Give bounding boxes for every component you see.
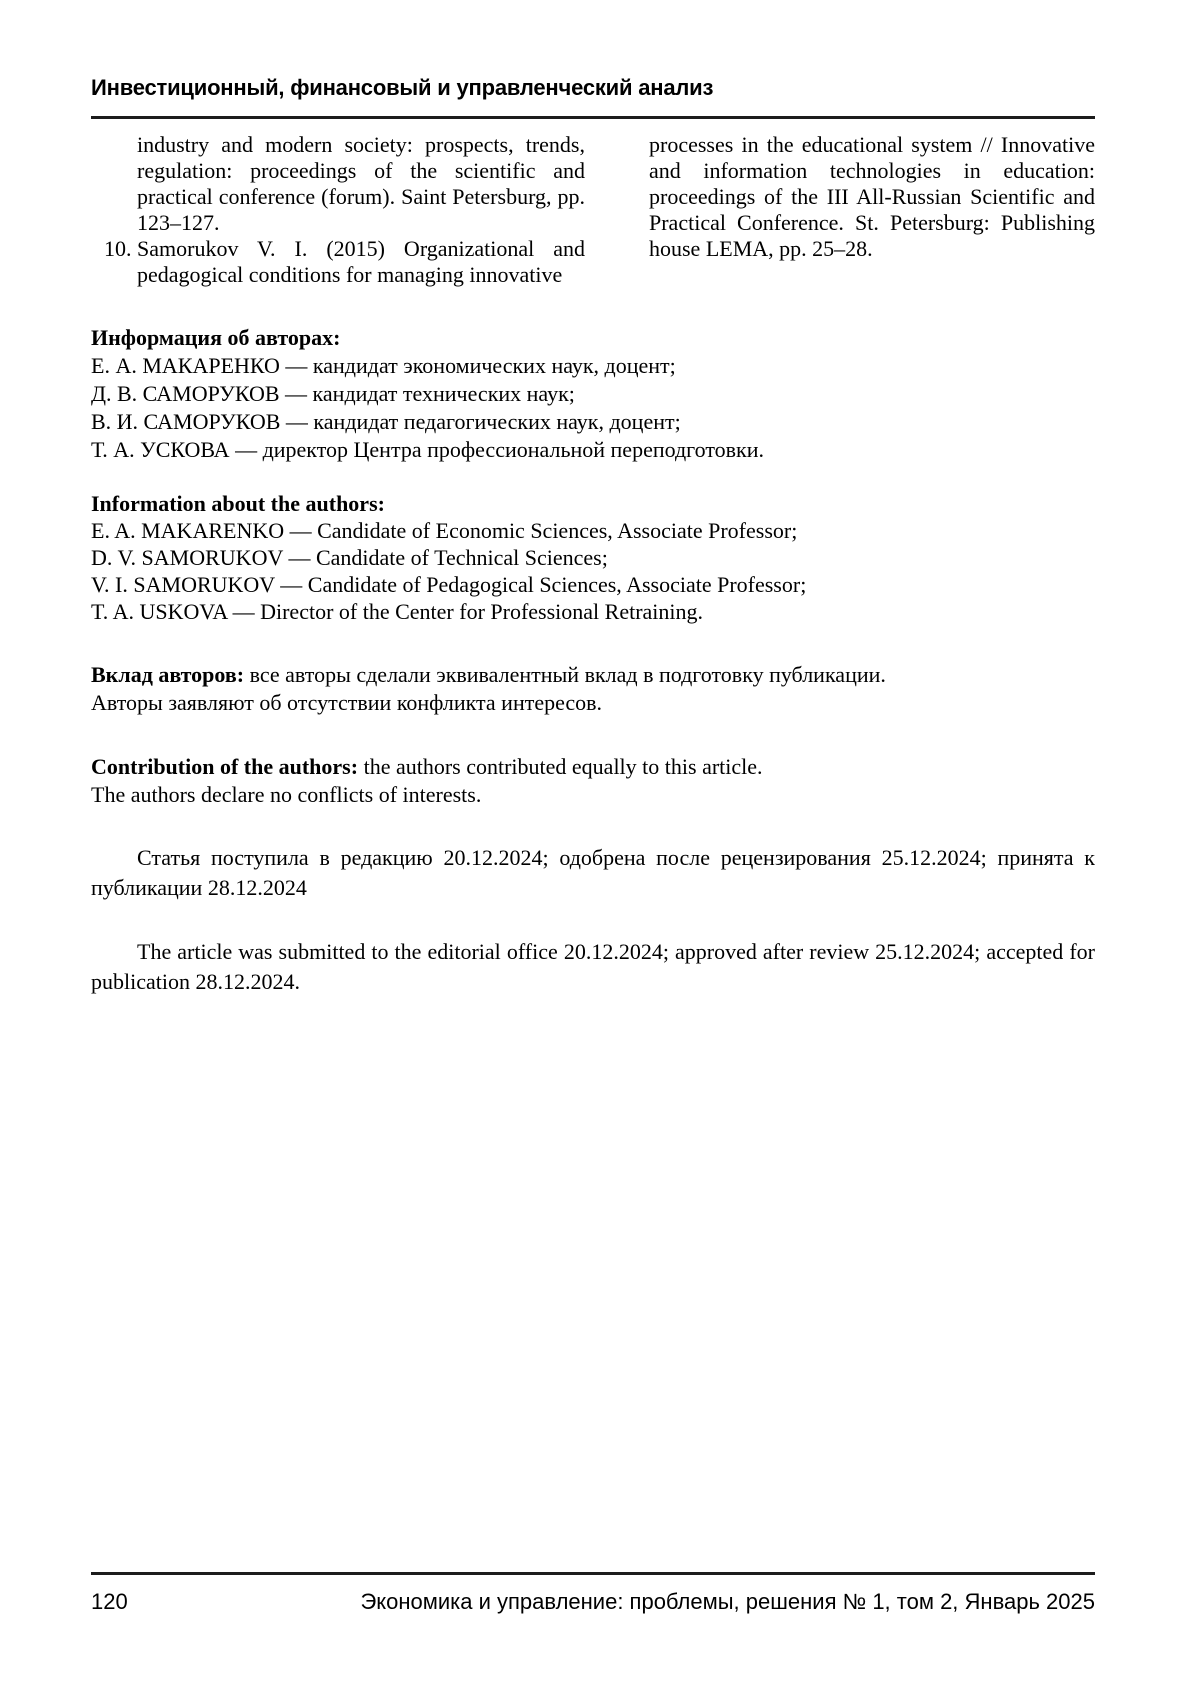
contribution-ru-label: Вклад авторов: [91,662,245,688]
authors-info-en-heading: Information about the authors: [91,491,385,517]
contribution-ru-section [91,661,1095,717]
author-line: T. A. USKOVA — Director of the Center for Professional Retraining. [91,599,704,625]
contribution-en-line2: The authors declare no conflicts of interests. [91,782,482,808]
page-content [91,76,1095,997]
reference-number: 10. [104,236,132,262]
references-right-column [603,132,1095,288]
author-line: Д. В. САМОРУКОВ — кандидат технических наук; [91,381,575,407]
authors-info-ru-section [91,324,1095,464]
submission-dates-ru [91,843,1095,903]
contribution-ru-text: все авторы сделали эквивалентный вклад в подготовку публикации. [249,662,886,688]
reference-item-10 [91,236,585,288]
journal-issue-info: Экономика и управление: проблемы, решения № 1, том 2, Январь 2025 [360,1589,1095,1614]
footer-row [91,1575,1095,1615]
reference-continuation-left: industry and modern society: prospects, trends, regulation: proceedings of the scientific and practical conference (forum). Saint Petersburg, pp. 123–127. [137,132,585,236]
contribution-ru-line2: Авторы заявляют об отсутствии конфликта интересов. [91,690,603,716]
references-section [91,132,1095,288]
page-footer [91,1572,1095,1615]
author-line: E. A. MAKARENKO — Candidate of Economic Sciences, Associate Professor; [91,518,798,544]
contribution-ru-line1 [91,661,1095,689]
contribution-en-label: Contribution of the authors: [91,754,359,780]
reference-continuation-right: processes in the educational system // Innovative and information technologies in education: proceedings of the III All-Russian Scientific and Practical Conference. St. Petersburg: Publishing house LEMA, pp. 25–28. [649,132,1095,262]
references-left-column [91,132,585,288]
submission-dates-en [91,937,1095,997]
authors-info-en-section [91,490,1095,625]
author-line: Т. А. УСКОВА — директор Центра профессиональной переподготовки. [91,437,765,463]
contribution-en-text: the authors contributed equally to this article. [363,754,763,780]
submission-dates-ru-text: Статья поступила в редакцию 20.12.2024; одобрена после рецензирования 25.12.2024; принята к публикации 28.12.2024 [91,845,1095,901]
author-line: В. И. САМОРУКОВ — кандидат педагогических наук, доцент; [91,409,681,435]
running-head-title: Инвестиционный, финансовый и управленческий анализ [91,75,714,100]
reference-text: Samorukov V. I. (2015) Organizational and pedagogical conditions for managing innovative [137,236,585,288]
author-line: Е. А. МАКАРЕНКО — кандидат экономических наук, доцент; [91,353,676,379]
page-number: 120 [91,1589,128,1614]
author-line: D. V. SAMORUKOV — Candidate of Technical Sciences; [91,545,608,571]
author-line: V. I. SAMORUKOV — Candidate of Pedagogical Sciences, Associate Professor; [91,572,807,598]
authors-info-ru-heading: Информация об авторах: [91,325,341,351]
submission-dates-en-text: The article was submitted to the editorial office 20.12.2024; approved after review 25.12.2024; accepted for publication 28.12.2024. [91,939,1095,995]
header-rule [91,116,1095,119]
contribution-en-section [91,753,1095,809]
page-header [91,76,1095,119]
contribution-en-line1 [91,753,1095,781]
